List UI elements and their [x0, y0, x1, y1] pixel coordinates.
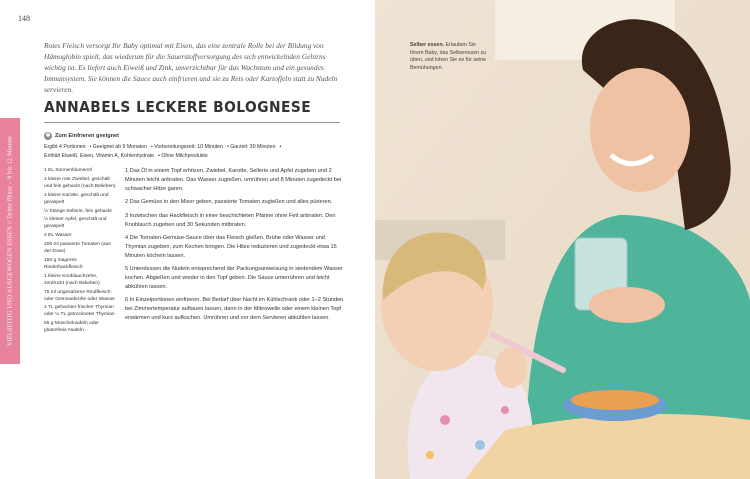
photo-caption: [410, 42, 488, 72]
ingredient-item: 1 kleine Knoblauchzehe, zerdrückt (nach Belieben): [44, 273, 100, 286]
ingredient-item: 1 kleine rote Zwiebel, geschält und fein gehackt (nach Belieben): [44, 176, 116, 189]
ingredient-item: 55 g Muschelnudeln oder glutenfreie Nudeln: [44, 321, 99, 334]
ingredient-item: 1 TL gehackter frischer Thymian oder ¼ TL getrockneter Thymian: [44, 305, 115, 318]
ingredient-item: ½ kleiner Apfel, geschält und geraspelt: [44, 217, 107, 230]
freeze-label: Zum Einfrieren geeignet: [55, 133, 120, 139]
snowflake-icon: ✻: [45, 133, 51, 139]
caption-heading: Selber essen.: [410, 42, 445, 48]
meta-age: Geeignet ab 9 Monaten: [92, 144, 148, 150]
baby-hand: [495, 348, 527, 388]
method-step: 6 In Einzelportionen einfrieren. Bei Bedarf über Nacht im Kühlschrank oder 1–2 Stunden bei Zimmertemperatur auftauen lassen, dann in der Mikrowelle oder einem kleinen Topf erwärmen und kurz aufkochen. Umrühren und vor dem Servieren abkühlen lassen.: [125, 297, 344, 322]
caption-text: Erlauben Sie Ihrem Baby, das Selberessen zu üben, und loben Sie es für seine Bemühungen.: [410, 42, 487, 71]
recipe-title: ANNABELS LECKERE BOLOGNESE: [44, 98, 312, 116]
ingredient-item: 4 EL Wasser: [44, 233, 72, 239]
intro-text: Rotes Fleisch versorgt Ihr Baby optimal mit Eisen, das eine zentrale Rolle bei der Bildung von Hämoglobin spielt, das wiederum für die Sauerstoffversorgung des sich entwickelnden Gehirns wichtig ist. Es liefert auch Eiweiß und Zink, unverzichtbar für das Wachstum und ein gesundes Immunsystem. Sie können die Sauce auch einfrieren und sie zu Reis oder Kartoffeln statt zu Nudeln servieren.: [44, 41, 338, 94]
ingredient-list: [44, 168, 116, 337]
side-tab: [0, 118, 20, 364]
side-tab-label: VIELSEITIG UND AUSGEWOGEN ESSEN // Dritte Phase – 9 bis 12 Monate: [6, 135, 14, 347]
ingredient-item: 1 EL Sonnenblumenöl: [44, 168, 92, 173]
ingredient-item: 1 kleine Karotte, geschält und geraspelt: [44, 192, 109, 205]
meta-prep: Vorbereitungszeit: 10 Minuten: [154, 144, 223, 150]
method-step: 5 Unterdessen die Nudeln entsprechend der Packungsanweisung in siedendem Wasser kochen. Abgießen und wieder in den Topf geben. Die Sauce unterrühren und leicht abkühlen lassen.: [125, 266, 343, 290]
mother-face: [590, 68, 690, 192]
method-step: 4 Die Tomaten-Gemüse-Sauce über das Fleisch gießen. Brühe oder Wasser und Thymian zugeben, zum Kochen bringen. Die Hitze reduzieren und zugedeckt etwa 15 Minuten köcheln lassen.: [125, 234, 337, 259]
meta-dairy: Ohne Milchprodukte: [161, 152, 208, 159]
ingredient-item: 75 ml ungesalzene Rindfleisch- oder Gemüsebrühe oder Wasser: [44, 289, 116, 302]
bib-flower: [501, 406, 509, 414]
meta-servings: Ergibt 4 Portionen: [44, 144, 86, 150]
ingredient-item: 150 g mageres Rinderhackfleisch: [44, 257, 83, 270]
ingredient-item: ½ Stange Sellerie, fein gehackt: [44, 208, 112, 214]
method-step: 3 Inzwischen das Hackfleisch in einer beschichteten Pfanne ohne Fett anbraten. Den Knoblauch zugeben und 30 Sekunden mitbraten.: [125, 212, 336, 228]
mother-hand: [589, 287, 665, 323]
method-step: 2 Das Gemüse in den Mixer geben, passierte Tomaten zugießen und alles pürieren.: [125, 199, 333, 206]
freeze-note: [44, 132, 119, 140]
meta-cook: Garzeit: 30 Minuten: [230, 144, 276, 150]
ingredient-item: 200 ml passierte Tomaten (aus der Dose): [44, 242, 111, 255]
method-step: 1 Das Öl in einem Topf erhitzen. Zwiebel, Karotte, Sellerie und Apfel zugeben und 2 Minuten leicht anbraten. Das Wasser zugießen, umrühren und 8 Minuten zugedeckt bei schwacher Hitze garen.: [125, 168, 342, 192]
page-number: 148: [18, 14, 30, 23]
bib-flower: [426, 451, 434, 459]
pasta: [571, 390, 659, 410]
title-rule: [44, 122, 340, 123]
bib-flower: [440, 415, 450, 425]
method-steps: [125, 167, 347, 328]
recipe-meta: Ergibt 4 Portionen • Geeignet ab 9 Monaten • Vorbereitungszeit: 10 Minuten • Garzeit: 30 Minuten • Enthält Eiweiß, Eisen, Vitamin A, Kohlenhydrate • Ohne Milchprodukte: [44, 144, 282, 159]
bib-flower: [475, 440, 485, 450]
meta-nutrients: Enthält Eiweiß, Eisen, Vitamin A, Kohlenhydrate: [44, 152, 155, 159]
